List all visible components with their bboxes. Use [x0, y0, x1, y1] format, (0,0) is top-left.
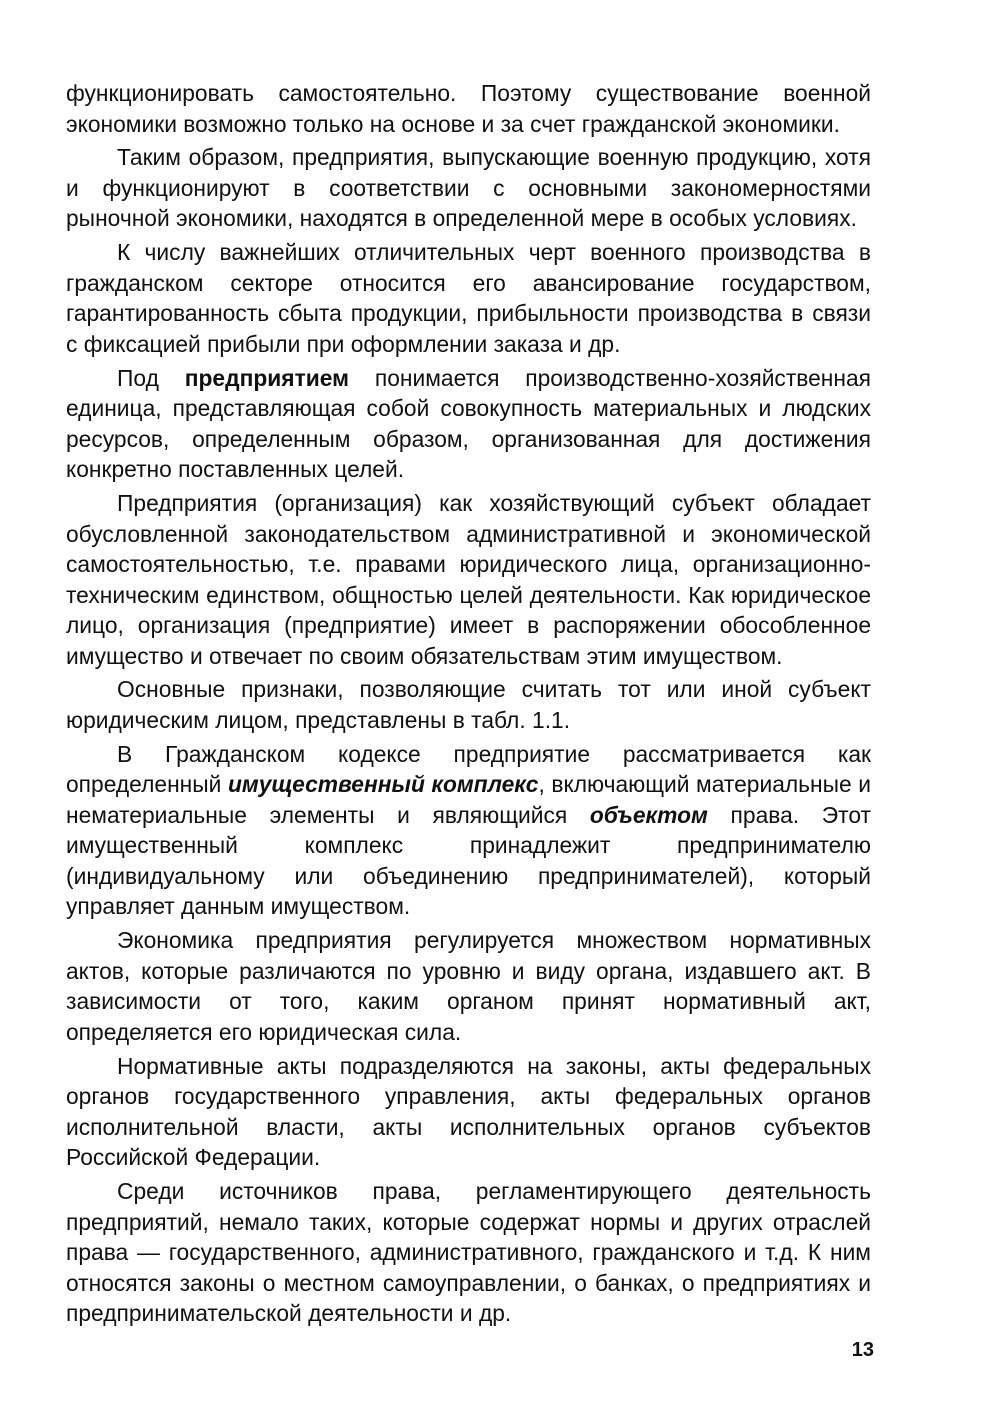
- term-object: объектом: [589, 801, 708, 828]
- term-property-complex: имущественный комплекс: [227, 771, 539, 798]
- page-number: 13: [851, 1339, 874, 1361]
- paragraph-4-after: понимается производственно-хозяйственная единица, представляющая собой совокупность материальных и людских ресурсов, определенным образом, организованная для достижения конкретно поставленных целей.: [66, 364, 871, 483]
- paragraph-2-text: Таким образом, предприятия, выпускающие военную продукцию, хотя и функционируют в соответствии с основными закономерностями рыночной экономики, находятся в определенной мере в особых условиях.: [66, 144, 871, 232]
- paragraph-6: [66, 674, 871, 735]
- paragraph-8-text: Экономика предприятия регулируется множеством нормативных актов, которые различаются по уровню и виду органа, издавшего акт. В зависимости от того, каким органом принят нормативный акт, определяется его юридическая сила.: [66, 927, 871, 1045]
- paragraph-10-text: Среди источников права, регламентирующего деятельность предприятий, немало таких, которые содержат нормы и других отраслей права — государственного, административного, гражданского и т.д. К ним относятся законы о местном самоуправлении, о банках, о предприятиях и предпринимательской деятельности и др.: [66, 1178, 871, 1327]
- paragraph-5: [66, 488, 871, 671]
- paragraph-3-text: К числу важнейших отличительных черт военного производства в гражданском секторе относится его авансирование государством, гарантированность сбыта продукции, прибыльности производства в связи с фиксацией прибыли при оформлении заказа и др.: [66, 239, 871, 357]
- paragraph-3: [66, 237, 871, 359]
- paragraph-4: [66, 363, 871, 485]
- paragraph-8: [66, 925, 871, 1047]
- paragraph-1-text: функционировать самостоятельно. Поэтому существование военной экономики возможно только на основе и за счет гражданской экономики.: [66, 80, 871, 137]
- paragraph-7-middle: , включающий материальные и нематериальные элементы и являющийся: [66, 771, 871, 828]
- term-enterprise: предприятием: [184, 364, 350, 391]
- paragraph-7-after: права. Этот имущественный комплекс принадлежит предпринимателю (индивидуальному или объединению предпринимателей), который управляет данным имуществом.: [66, 801, 871, 920]
- paragraph-7-before: В Гражданском кодексе предприятие рассматривается как определенный: [66, 740, 871, 798]
- body-text: [66, 78, 871, 1329]
- paragraph-4-before: Под: [117, 364, 185, 391]
- paragraph-9: [66, 1051, 871, 1173]
- paragraph-10: [66, 1176, 871, 1329]
- paragraph-6-text: Основные признаки, позволяющие считать тот или иной субъект юридическим лицом, представлены в табл. 1.1.: [66, 676, 871, 733]
- paragraph-2: [66, 142, 871, 234]
- paragraph-7: [66, 739, 871, 922]
- paragraph-9-text: Нормативные акты подразделяются на законы, акты федеральных органов государственного управления, акты федеральных органов исполнительной власти, акты исполнительных органов субъектов Российской Федерации.: [66, 1052, 871, 1171]
- paragraph-5-text: Предприятия (организация) как хозяйствующий субъект обладает обусловленной законодательством административной и экономической самостоятельностью, т.е. правами юридического лица, организационно-техническим единством, общностью целей деятельности. Как юридическое лицо, организация (предприятие) имеет в распоряжении обособленное имущество и отвечает по своим обязательствам этим имуществом.: [66, 490, 871, 669]
- paragraph-1: [66, 78, 871, 139]
